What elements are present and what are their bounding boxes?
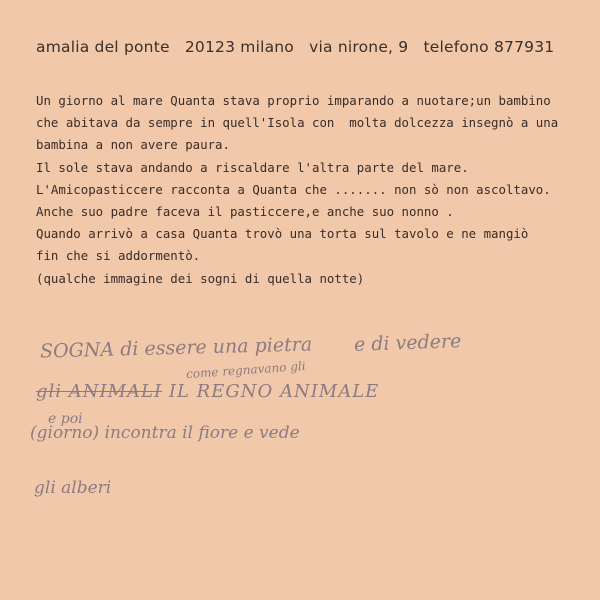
handwritten-line-2 [36, 381, 379, 402]
letterhead [36, 38, 554, 56]
typed-line: Il sole stava andando a riscaldare l'altra parte del mare. [36, 159, 469, 175]
typed-line: (qualche immagine dei sogni di quella notte) [36, 270, 365, 286]
letterhead-city: 20123 milano [184, 38, 294, 56]
typed-line: L'Amicopasticcere racconta a Quanta che ....... non sò non ascoltavo. [36, 181, 551, 197]
typed-line: Anche suo padre faceva il pasticcere,e anche suo nonno . [36, 203, 454, 219]
handwritten-line-3: (giorno) incontra il fiore e vede [30, 423, 300, 443]
handwritten-insertion: come regnavano gli [185, 358, 307, 382]
typed-line: che abitava da sempre in quell'Isola con molta dolcezza insegnò a una [36, 115, 559, 131]
handwritten-line-1-end: e di vedere [353, 330, 462, 356]
letterhead-street: via nirone, 9 [309, 38, 409, 56]
letterhead-phone: telefono 877931 [423, 38, 555, 56]
handwritten-line-4: gli alberi [34, 478, 112, 498]
letterhead-name: amalia del ponte [36, 38, 170, 56]
handwritten-line-1: SOGNA di essere una pietra [39, 333, 313, 363]
handwritten-insertion-2: e poi [48, 411, 83, 427]
typed-line: Un giorno al mare Quanta stava proprio imparando a nuotare;un bambino [36, 93, 551, 108]
struck-text: gli ANIMALI [36, 381, 163, 402]
handwritten-text: IL REGNO ANIMALE [168, 381, 380, 402]
typed-line: bambina a non avere paura. [36, 137, 230, 153]
typed-line: fin che si addormentò. [36, 248, 201, 264]
typed-line: Quando arrivò a casa Quanta trovò una torta sul tavolo e ne mangiò [36, 226, 529, 242]
typed-text [36, 90, 596, 290]
